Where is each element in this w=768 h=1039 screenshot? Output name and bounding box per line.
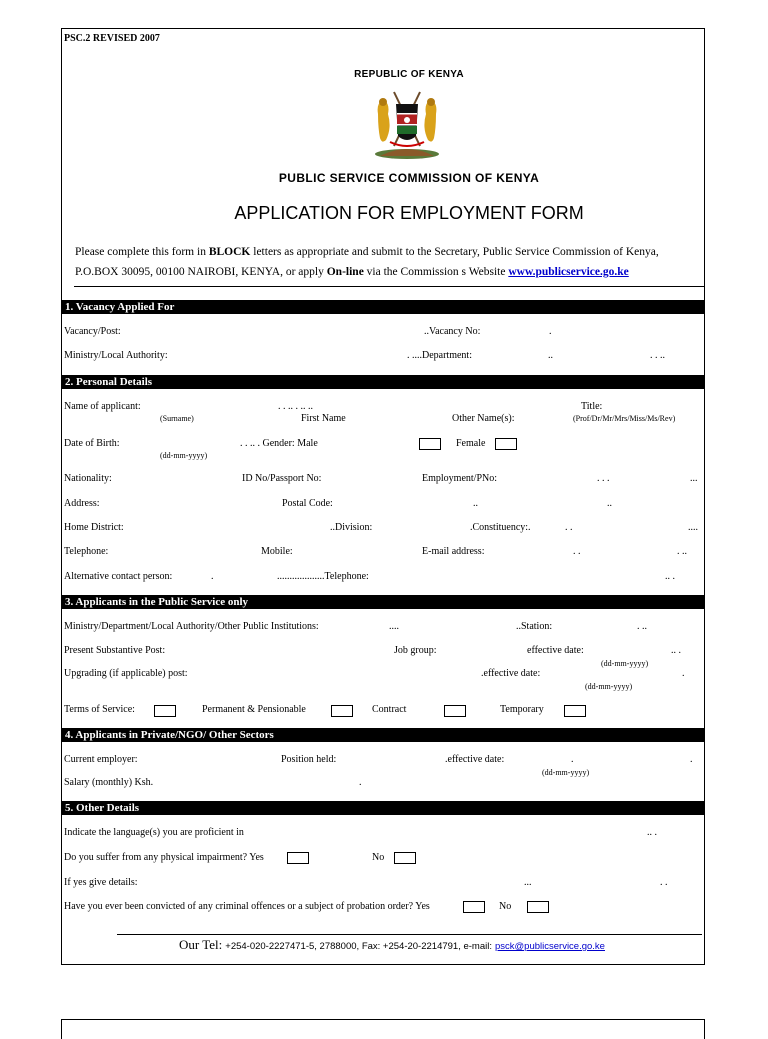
home-district-label: Home District: — [64, 522, 124, 533]
section-1-header: 1. Vacancy Applied For — [62, 300, 704, 314]
intro-text: Please complete this form in — [75, 246, 209, 258]
alt-telephone-label: ...................Telephone: — [277, 571, 369, 582]
impairment-no-checkbox[interactable] — [394, 852, 416, 864]
dots: .. — [607, 498, 612, 509]
email-label: E-mail address: — [422, 546, 485, 557]
male-checkbox[interactable] — [419, 438, 441, 450]
postal-code-label: Postal Code: — [282, 498, 333, 509]
current-employer-label: Current employer: — [64, 754, 138, 765]
form-code: PSC.2 REVISED 2007 — [64, 33, 160, 44]
other-names-label: Other Name(s): — [452, 413, 515, 424]
intro-text-4: via the Commission s Website — [363, 266, 509, 278]
commission-heading: PUBLIC SERVICE COMMISSION OF KENYA — [278, 171, 540, 185]
date-hint-3: (dd-mm-yyyy) — [542, 768, 590, 777]
nationality-label: Nationality: — [64, 473, 112, 484]
division-label: ..Division: — [330, 522, 373, 533]
details-label: If yes give details: — [64, 877, 138, 888]
upgrading-label: Upgrading (if applicable) post: — [64, 668, 188, 679]
contract-label: Contract — [372, 704, 407, 715]
permanent-label: Permanent & Pensionable — [202, 704, 306, 715]
footer-divider — [117, 934, 702, 935]
permanent-checkbox[interactable] — [331, 705, 353, 717]
present-post-label: Present Substantive Post: — [64, 645, 166, 656]
convicted-yes-checkbox[interactable] — [463, 901, 485, 913]
intro-online: On-line — [326, 266, 364, 278]
country-heading: REPUBLIC OF KENYA — [354, 69, 464, 80]
date-hint-2: (dd-mm-yyyy) — [585, 682, 633, 691]
impairment-label: Do you suffer from any physical impairment? Yes — [64, 852, 264, 863]
dots: .... — [389, 621, 399, 632]
next-page-border — [61, 1019, 705, 1039]
date-hint: (dd-mm-yyyy) — [601, 659, 649, 668]
dots: . .. — [637, 621, 647, 632]
intro-text-2: letters as appropriate and submit to the Secretary, Public Service Commission of Kenya, — [250, 246, 659, 258]
terms-checkbox[interactable] — [154, 705, 176, 717]
effective-date-label-2: .effective date: — [481, 668, 541, 679]
temporary-label: Temporary — [500, 704, 544, 715]
dots: . — [549, 326, 552, 337]
convicted-no-label: No — [499, 901, 512, 912]
footer-numbers: +254-020-2227471-5, 2788000, Fax: +254-20-2214791, e-mail: — [225, 941, 492, 952]
title-hint: (Prof/Dr/Mr/Mrs/Miss/Ms/Rev) — [573, 414, 676, 423]
dots: . — [359, 777, 362, 788]
dots: . . — [573, 546, 581, 557]
coat-of-arms-emblem — [372, 84, 442, 160]
temporary-checkbox[interactable] — [564, 705, 586, 717]
constituency-label: .Constituency:. — [470, 522, 531, 533]
dots: . — [690, 754, 693, 765]
first-name-hint: First Name — [301, 413, 346, 424]
footer-tel-label: Our Tel: — [179, 937, 223, 952]
form-title: APPLICATION FOR EMPLOYMENT FORM — [234, 203, 584, 223]
department-label: . ....Department: — [407, 350, 472, 361]
dots: ... — [690, 473, 698, 484]
dots: .. . — [647, 827, 657, 838]
section-4-header: 4. Applicants in Private/NGO/ Other Sectors — [62, 728, 704, 742]
title-label: Title: — [581, 401, 603, 412]
intro-line-1 — [75, 245, 659, 259]
salary-label: Salary (monthly) Ksh. — [64, 777, 154, 788]
vacancy-no-label: ..Vacancy No: — [424, 326, 481, 337]
job-group-label: Job group: — [394, 645, 437, 656]
telephone-label: Telephone: — [64, 546, 109, 557]
dots: . . .. . .. .. — [278, 401, 313, 412]
dots: .. . — [665, 571, 675, 582]
dots: .... — [688, 522, 698, 533]
divider — [74, 286, 704, 287]
section-5-header: 5. Other Details — [62, 801, 704, 815]
vacancy-post-label: Vacancy/Post: — [64, 326, 121, 337]
dots: . — [211, 571, 214, 582]
convicted-no-checkbox[interactable] — [527, 901, 549, 913]
intro-line-2 — [75, 265, 629, 279]
surname-hint: (Surname) — [160, 414, 194, 423]
contract-checkbox[interactable] — [444, 705, 466, 717]
effective-date-label-3: .effective date: — [445, 754, 505, 765]
employment-pno-label: Employment/PNo: — [422, 473, 497, 484]
dots: .. . — [671, 645, 681, 656]
address-label: Address: — [64, 498, 100, 509]
mobile-label: Mobile: — [261, 546, 293, 557]
languages-label: Indicate the language(s) you are proficient in — [64, 827, 244, 838]
position-held-label: Position held: — [281, 754, 337, 765]
dots: . . — [565, 522, 573, 533]
female-checkbox[interactable] — [495, 438, 517, 450]
section-3-header: 3. Applicants in the Public Service only — [62, 595, 704, 609]
section-2-header: 2. Personal Details — [62, 375, 704, 389]
dots: . — [682, 668, 685, 679]
effective-date-label: effective date: — [527, 645, 584, 656]
female-label: Female — [456, 438, 486, 449]
footer-email-link[interactable]: psck@publicservice.go.ke — [495, 941, 605, 952]
dots: ... — [524, 877, 532, 888]
dots: .. — [548, 350, 553, 361]
dots: . . .. — [650, 350, 665, 361]
ministry-label: Ministry/Local Authority: — [64, 350, 168, 361]
dots: . . — [660, 877, 668, 888]
alt-contact-label: Alternative contact person: — [64, 571, 173, 582]
applicant-name-label: Name of applicant: — [64, 401, 141, 412]
id-passport-label: ID No/Passport No: — [242, 473, 322, 484]
gender-label: . . .. . Gender: Male — [240, 438, 318, 449]
dots: . — [571, 754, 574, 765]
public-institution-label: Ministry/Department/Local Authority/Other Public Institutions: — [64, 621, 319, 632]
form-border — [61, 28, 705, 965]
station-label: ..Station: — [516, 621, 553, 632]
intro-text-3: P.O.BOX 30095, 00100 NAIROBI, KENYA, or apply — [75, 266, 327, 278]
dots: . .. — [677, 546, 687, 557]
dots: . . . — [597, 473, 610, 484]
terms-label: Terms of Service: — [64, 704, 135, 715]
convicted-label: Have you ever been convicted of any criminal offences or a subject of probation order? Yes — [64, 901, 430, 912]
dob-label: Date of Birth: — [64, 438, 120, 449]
website-link[interactable]: www.publicservice.go.ke — [508, 266, 629, 278]
dob-hint: (dd-mm-yyyy) — [160, 451, 208, 460]
impairment-yes-checkbox[interactable] — [287, 852, 309, 864]
footer-contact — [179, 937, 605, 954]
dots: .. — [473, 498, 478, 509]
intro-block: BLOCK — [208, 246, 251, 258]
impairment-no-label: No — [372, 852, 385, 863]
